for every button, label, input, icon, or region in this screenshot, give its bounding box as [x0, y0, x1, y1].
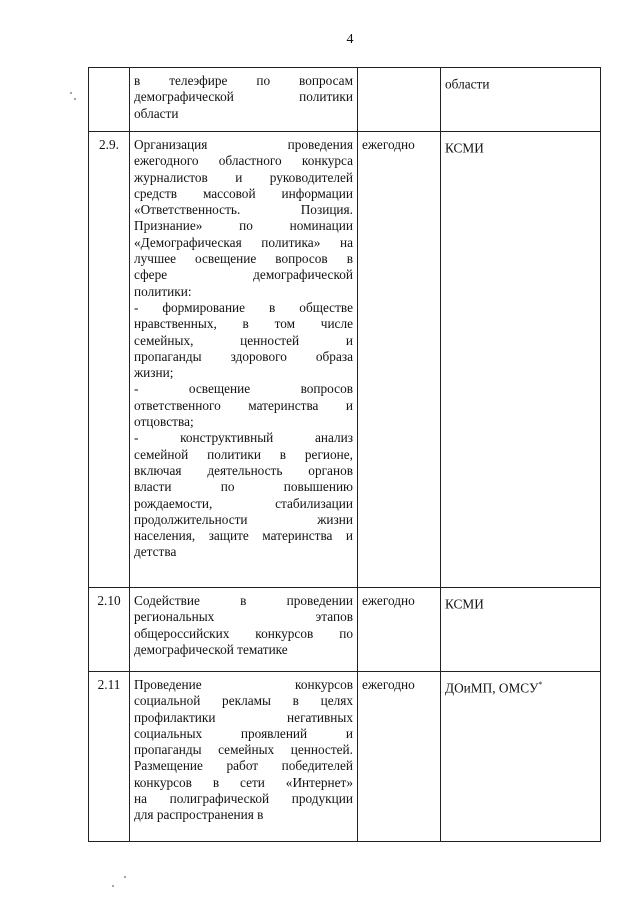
- description-line: продолжительности жизни: [134, 511, 353, 527]
- description-line: лучшее освещение вопросов в: [134, 251, 353, 267]
- responsible-executor: [441, 672, 601, 842]
- description-line: Проведение конкурсов: [134, 677, 353, 692]
- description-line: для распространения в: [134, 807, 264, 823]
- plan-table-body: [89, 68, 601, 842]
- description-line: средств массовой информации: [134, 185, 353, 201]
- description-line: региональных этапов: [134, 609, 353, 625]
- description-line: «Демографическая политика» на: [134, 234, 353, 250]
- description-line: рождаемости, стабилизации: [134, 495, 353, 511]
- scan-speck: [70, 92, 72, 94]
- responsible-text: ДОиМП, ОМСУ: [445, 680, 539, 696]
- responsible-executor: [441, 68, 601, 132]
- activity-description: [130, 672, 358, 842]
- description-line: профилактики негативных: [134, 709, 353, 725]
- description-line: конкурсов в сети «Интернет»: [134, 774, 353, 790]
- description-line: журналистов и руководителей: [134, 169, 353, 185]
- description-line: детства: [134, 544, 177, 560]
- plan-table: [88, 67, 601, 842]
- execution-period: ежегодно: [358, 132, 441, 588]
- description-line: отцовства;: [134, 414, 194, 430]
- execution-period: ежегодно: [358, 588, 441, 672]
- responsible-executor: [441, 588, 601, 672]
- description-line: «Ответственность. Позиция.: [134, 202, 353, 218]
- description-line: пропаганды семейных ценностей.: [134, 742, 353, 758]
- description-line: семейных, ценностей и: [134, 332, 353, 348]
- scan-speck: [124, 876, 126, 878]
- description-line: - освещение вопросов: [134, 381, 353, 397]
- item-number: 2.11: [89, 672, 130, 842]
- description-line: Содействие в проведении: [134, 593, 353, 608]
- activity-description: [130, 132, 358, 588]
- description-line: - формирование в обществе: [134, 299, 353, 315]
- execution-period: ежегодно: [358, 672, 441, 842]
- description-line: общероссийских конкурсов по: [134, 625, 353, 641]
- description-line: демографической тематике: [134, 641, 288, 657]
- activity-description: [130, 588, 358, 672]
- description-line: социальной рекламы в целях: [134, 693, 353, 709]
- description-line: социальных проявлений и: [134, 725, 353, 741]
- activity-description: [130, 68, 358, 132]
- description-line: Признание» по номинации: [134, 218, 353, 234]
- item-number: [89, 68, 130, 132]
- responsible-text: КСМИ: [445, 140, 484, 156]
- table-row: [89, 68, 601, 132]
- description-line: включая деятельность органов: [134, 462, 353, 478]
- page-number: 4: [346, 32, 354, 47]
- table-row: [89, 588, 601, 672]
- description-line: нравственных, в том числе: [134, 316, 353, 332]
- description-line: Организация проведения: [134, 137, 353, 152]
- description-line: пропаганды здорового образа: [134, 348, 353, 364]
- responsible-text: области: [445, 76, 490, 92]
- description-line: семейной политики в регионе,: [134, 446, 353, 462]
- description-line: демографической политики: [134, 89, 353, 105]
- scan-speck: [74, 98, 76, 100]
- description-line: области: [134, 105, 179, 121]
- description-line: власти по повышению: [134, 479, 353, 495]
- execution-period: [358, 68, 441, 132]
- responsible-executor: [441, 132, 601, 588]
- responsible-text: КСМИ: [445, 596, 484, 612]
- footnote-mark: *: [538, 680, 543, 689]
- description-line: жизни;: [134, 365, 174, 381]
- description-line: в телеэфире по вопросам: [134, 73, 353, 88]
- scan-speck: [112, 885, 114, 887]
- description-line: - конструктивный анализ: [134, 430, 353, 446]
- description-line: Размещение работ победителей: [134, 758, 353, 774]
- item-number: 2.10: [89, 588, 130, 672]
- table-row: [89, 672, 601, 842]
- description-line: ответственного материнства и: [134, 397, 353, 413]
- description-line: населения, защите материнства и: [134, 528, 353, 544]
- description-line: на полиграфической продукции: [134, 791, 353, 807]
- description-line: политики:: [134, 283, 192, 299]
- description-line: ежегодного областного конкурса: [134, 153, 353, 169]
- table-row: [89, 132, 601, 588]
- description-line: сфере демографической: [134, 267, 353, 283]
- item-number: 2.9.: [89, 132, 130, 588]
